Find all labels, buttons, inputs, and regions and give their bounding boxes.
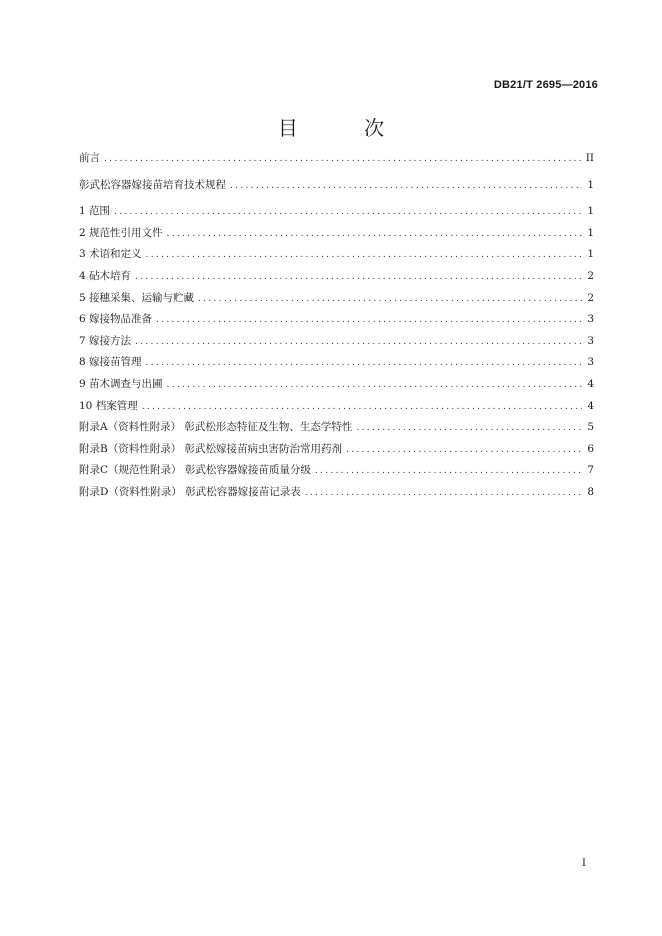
toc-entry-label: 附录B（资料性附录） 彰武松嫁接苗病虫害防治常用药剂 [79,442,343,455]
toc-entry[interactable] [79,201,594,223]
toc-leader-dots [146,353,582,375]
toc-entry-page: 4 [587,377,594,390]
toc-entry-label: 前言 [79,152,100,164]
toc-entry-label: 附录A（资料性附录） 彰武松形态特征及生物、生态学特性 [79,421,353,434]
toc-entry[interactable] [79,266,594,288]
toc-entry[interactable] [79,396,594,418]
toc-entry-page: 1 [587,248,594,261]
toc-leader-dots [198,289,582,311]
toc-leader-dots [167,224,582,246]
toc-entry-label: 2 规范性引用文件 [79,226,163,239]
toc-leader-dots [315,461,582,483]
toc-entry[interactable] [79,482,594,504]
toc-entry-label: 8 嫁接苗管理 [79,356,142,369]
toc-entry-page: II [585,152,594,164]
toc-entry[interactable] [79,288,594,310]
toc-entry-label: 3 术语和定义 [79,248,142,261]
toc-entry-page: 3 [587,356,594,369]
toc-leader-dots [146,245,582,267]
toc-entry-label: 7 嫁接方法 [79,334,132,347]
toc-entry-page: 5 [587,421,594,434]
toc-leader-dots [167,375,582,397]
toc-leader-dots [356,418,582,440]
toc-entry[interactable] [79,460,594,482]
toc-entry-label: 5 接穗采集、运输与贮藏 [79,291,195,304]
toc-entry-label: 4 砧木培育 [79,269,132,282]
toc-entry[interactable] [79,175,594,197]
toc-entry[interactable] [79,331,594,353]
toc-entry-label: 6 嫁接物品准备 [79,313,153,326]
toc-entry-label: 1 范围 [79,205,111,218]
toc-entry-label: 附录C（规范性附录） 彰武松容器嫁接苗质量分级 [79,464,311,477]
toc-leader-dots [114,202,582,224]
toc-title: 目 次 [277,116,415,140]
toc-entry-page: 8 [587,485,594,498]
toc-entry-label: 10 档案管理 [79,399,138,412]
toc-entry-page: 3 [587,334,594,347]
toc-entry-page: 7 [587,464,594,477]
toc-entry-page: 1 [587,205,594,218]
toc-entry[interactable] [79,417,594,439]
toc-entry-label: 彰武松容器嫁接苗培育技术规程 [79,178,226,191]
toc-entry[interactable] [79,352,594,374]
toc-leader-dots [142,397,582,419]
toc-entry-page: 2 [587,291,594,304]
toc-leader-dots [346,440,582,462]
table-of-contents [79,148,594,504]
toc-leader-dots [104,149,582,171]
toc-entry-label: 9 苗木调查与出圃 [79,377,163,390]
document-code: DB21/T 2695—2016 [493,79,598,91]
toc-leader-dots [135,267,582,289]
toc-entry-page: 3 [587,313,594,326]
toc-leader-dots [135,332,582,354]
toc-leader-dots [230,176,582,198]
toc-entry-page: 6 [587,442,594,455]
toc-entry[interactable] [79,244,594,266]
toc-entry[interactable] [79,148,594,170]
toc-entry[interactable] [79,374,594,396]
toc-entry[interactable] [79,223,594,245]
toc-entry-page: 1 [587,178,594,191]
toc-entry-label: 附录D（资料性附录） 彰武松容器嫁接苗记录表 [79,485,301,498]
page-number: I [582,858,586,869]
toc-entry[interactable] [79,309,594,331]
toc-entry-page: 4 [587,399,594,412]
toc-entry-page: 2 [587,269,594,282]
toc-leader-dots [156,310,582,332]
toc-entry-page: 1 [587,226,594,239]
toc-entry[interactable] [79,439,594,461]
toc-leader-dots [305,483,582,505]
